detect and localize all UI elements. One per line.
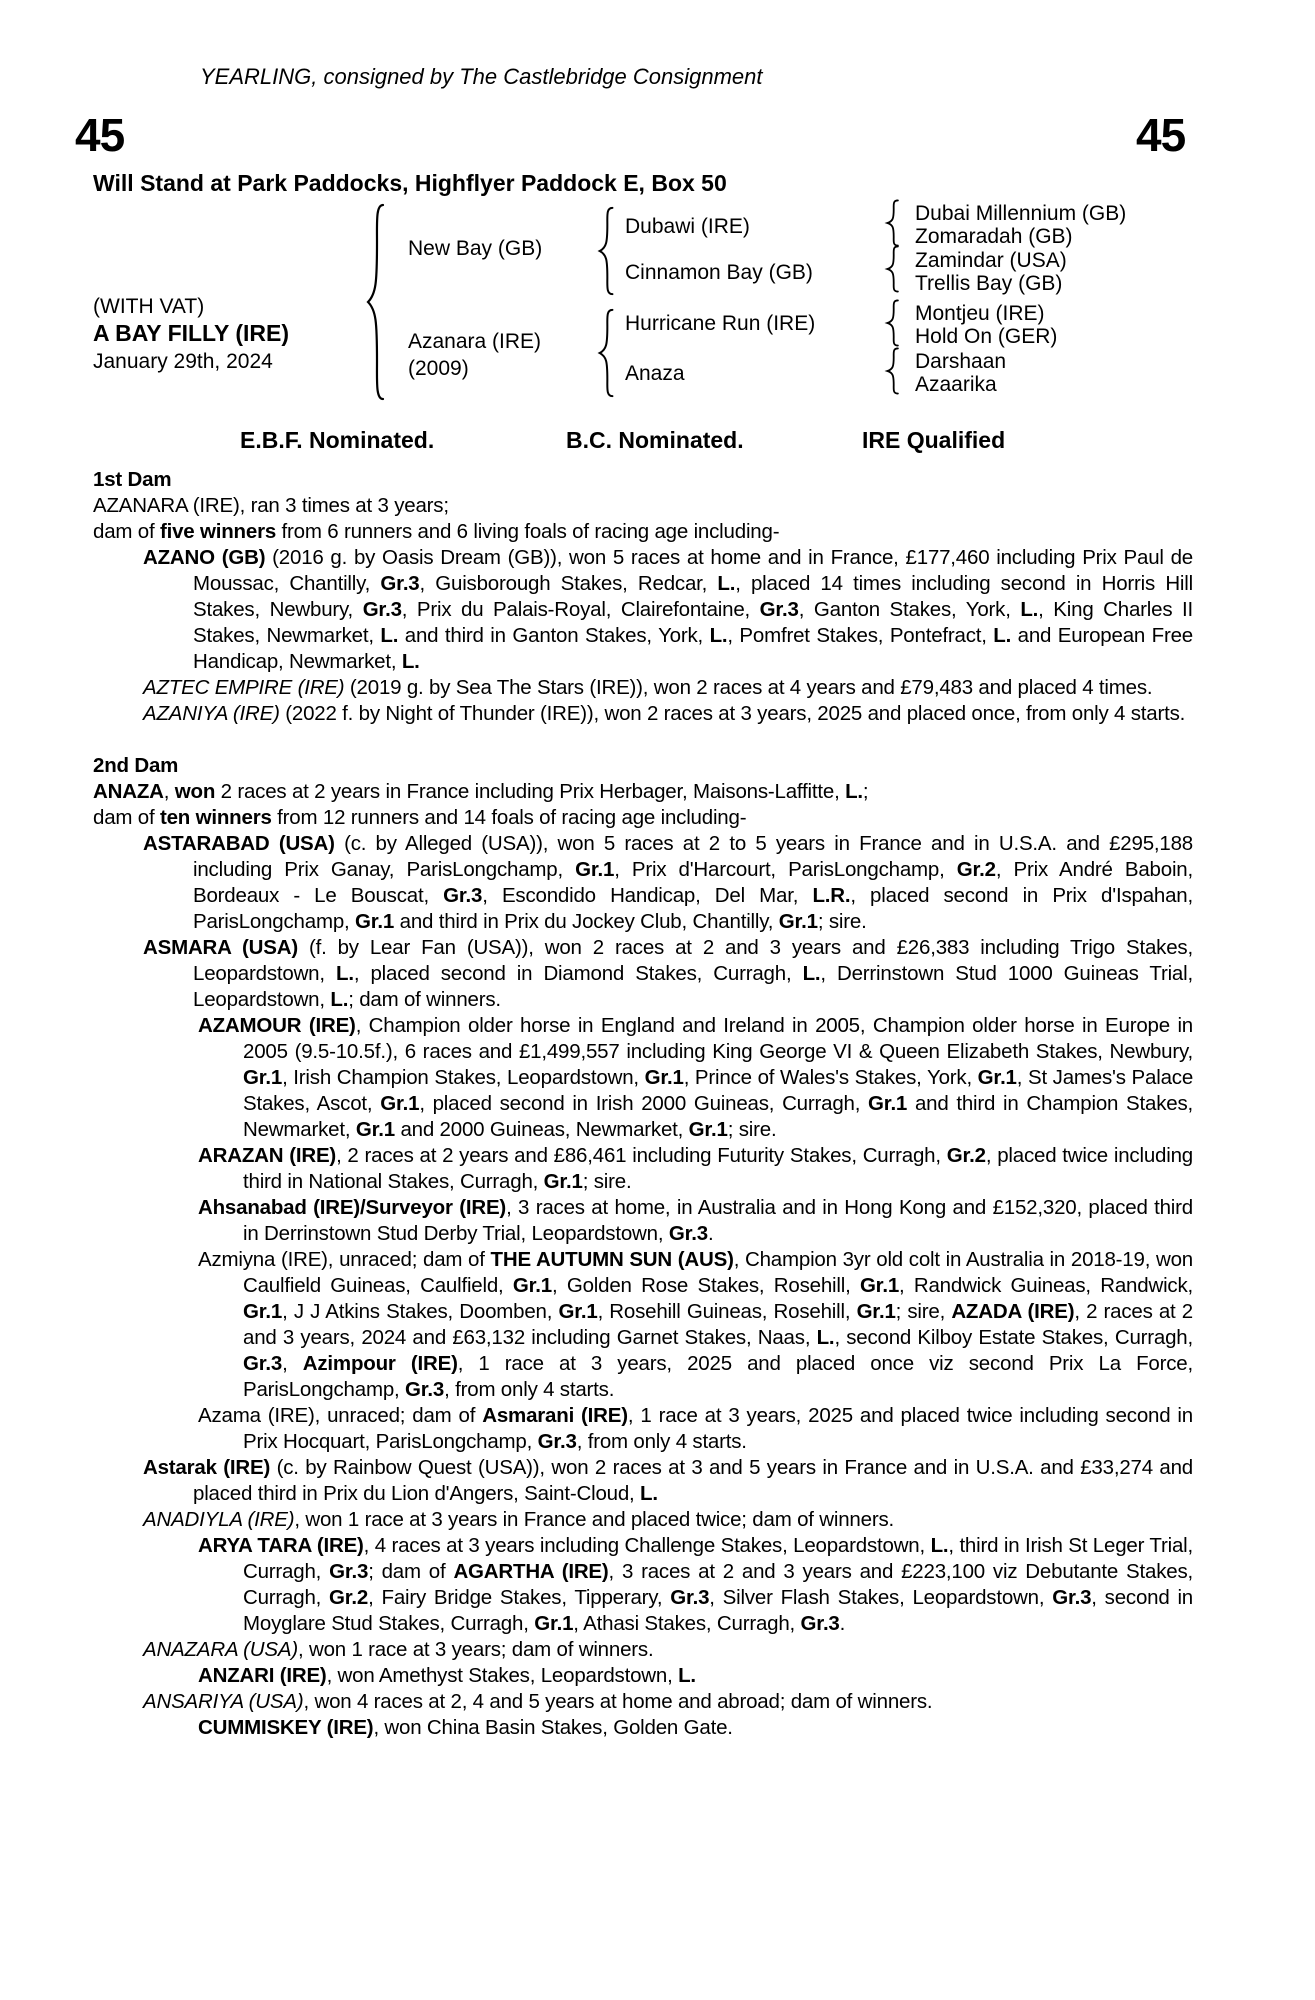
text-segment: , second in Moyglare Stud Stakes, Curragh, (243, 1586, 1193, 1635)
text-segment: Gr.1 (243, 1066, 283, 1089)
text-segment: , 2 races at 2 years and £86,461 including Futurity Stakes, Curragh, (336, 1144, 947, 1167)
dam-entry (93, 675, 1193, 701)
text-segment: , Pomfret Stakes, Pontefract, (727, 624, 994, 647)
text-segment: AZTEC EMPIRE (IRE) (143, 676, 345, 699)
text-segment: (f. by Lear Fan (USA)), won 2 races at 2 and 3 years and £26,383 including Trigo Stakes, Leopardstown, (193, 936, 1193, 985)
text-segment: L. (640, 1482, 658, 1505)
pedigree-grandsire-1: Dubawi (IRE) (625, 215, 750, 238)
nomination-bc: B.C. Nominated. (566, 427, 744, 453)
text-segment: . (839, 1612, 846, 1635)
text-segment: , Guisborough Stakes, Redcar, (419, 572, 718, 595)
dam-entry (93, 1403, 1193, 1455)
text-segment: Ahsanabad (IRE)/Surveyor (IRE) (198, 1196, 507, 1219)
nomination-ire-qualified: IRE Qualified (862, 427, 1006, 453)
dam-entry (93, 519, 1193, 545)
text-segment: , placed twice including third in National Stakes, Curragh, (243, 1144, 1193, 1193)
text-segment: 2 races at 2 years in France including Prix Herbager, Maisons-Laffitte, (215, 780, 846, 803)
text-segment: , Champion 3yr old colt in Australia in 2018-19, won Caulfield Guineas, Caulfield, (243, 1248, 1193, 1297)
text-segment: , Athasi Stakes, Curragh, (573, 1612, 801, 1635)
text-segment: , Escondido Handicap, Del Mar, (482, 884, 813, 907)
text-segment: , 3 races at 2 and 3 years and £223,100 viz Debutante Stakes, Curragh, (243, 1560, 1194, 1609)
text-segment: Gr.1 (868, 1092, 908, 1115)
text-segment: Gr.3 (670, 1586, 710, 1609)
text-segment: . (707, 1222, 714, 1245)
text-segment: , won China Basin Stakes, Golden Gate. (373, 1716, 733, 1739)
dam-entry (93, 1013, 1193, 1143)
text-segment: Gr.3 (537, 1430, 577, 1453)
text-segment: Astarak (IRE) (143, 1456, 271, 1479)
text-segment: Azmiyna (IRE), unraced; dam of (198, 1248, 491, 1271)
pedigree-ggp-2: Zomaradah (GB) (915, 225, 1073, 248)
pedigree-ggp-6: Hold On (GER) (915, 325, 1058, 348)
text-segment: , King Charles II Stakes, Newmarket, (193, 598, 1193, 647)
text-segment: , J J Atkins Stakes, Doomben, (282, 1300, 559, 1323)
pedigree-brace-icon (886, 348, 900, 394)
nomination-ebf: E.B.F. Nominated. (240, 427, 435, 453)
text-segment: , Prince of Wales's Stakes, York, (683, 1066, 978, 1089)
text-segment: Gr.1 (778, 910, 818, 933)
horse-name: A BAY FILLY (IRE) (93, 320, 289, 346)
text-segment: AGARTHA (IRE) (453, 1560, 609, 1583)
dam-entry (93, 1143, 1193, 1195)
text-segment: L. (930, 1534, 949, 1557)
text-segment: Gr.2 (329, 1586, 369, 1609)
stand-location-line: Will Stand at Park Paddocks, Highflyer Paddock E, Box 50 (93, 170, 727, 196)
text-segment: , Silver Flash Stakes, Leopardstown, (709, 1586, 1053, 1609)
dam-entry (93, 1195, 1193, 1247)
text-segment: from 6 runners and 6 living foals of racing age including- (276, 520, 780, 543)
text-segment: L. (336, 962, 354, 985)
text-segment: , won 4 races at 2, 4 and 5 years at home and abroad; dam of winners. (303, 1690, 933, 1713)
text-segment: ; (862, 780, 869, 803)
text-segment: ; sire, (895, 1300, 952, 1323)
pedigree-ggp-1: Dubai Millennium (GB) (915, 202, 1127, 225)
text-segment: five winners (159, 520, 277, 543)
text-segment: , Prix du Palais-Royal, Clairefontaine, (401, 598, 760, 621)
text-segment: Gr.1 (243, 1300, 283, 1323)
text-segment: , 4 races at 3 years including Challenge Stakes, Leopardstown, (363, 1534, 931, 1557)
dam-heading: 1st Dam (93, 468, 172, 491)
text-segment: and third in Champion Stakes, Newmarket, (243, 1092, 1194, 1141)
text-segment: , Golden Rose Stakes, Rosehill, (552, 1274, 860, 1297)
text-segment: , from only 4 starts. (576, 1430, 747, 1453)
text-segment: Gr.3 (1052, 1586, 1092, 1609)
text-segment: Gr.3 (759, 598, 799, 621)
text-segment: , (282, 1352, 303, 1375)
consignor-line: YEARLING, consigned by The Castlebridge Consignment (200, 64, 763, 89)
text-segment: Gr.1 (355, 1118, 395, 1141)
dam-entry (93, 1507, 1193, 1533)
pedigree-grandsire-2: Hurricane Run (IRE) (625, 312, 816, 335)
text-segment: , from only 4 starts. (444, 1378, 615, 1401)
pedigree-brace-icon (366, 203, 386, 401)
text-segment: and third in Ganton Stakes, York, (398, 624, 710, 647)
text-segment: ; dam of (368, 1560, 454, 1583)
text-segment: Gr.1 (575, 858, 615, 881)
pedigree-ggp-5: Montjeu (IRE) (915, 302, 1045, 325)
text-segment: ; sire. (727, 1118, 777, 1141)
text-segment: Gr.3 (329, 1560, 369, 1583)
text-segment: AZANARA (IRE), ran 3 times at 3 years; (93, 494, 449, 517)
text-segment: , placed second in Irish 2000 Guineas, Curragh, (419, 1092, 869, 1115)
text-segment: , St James's Palace Stakes, Ascot, (243, 1066, 1194, 1115)
text-segment: ANAZA (93, 780, 164, 803)
text-segment: L. (816, 1326, 835, 1349)
text-segment: THE AUTUMN SUN (AUS) (490, 1248, 734, 1271)
text-segment: , placed second in Prix d'Ispahan, ParisLongchamp, (193, 884, 1193, 933)
dam-heading: 2nd Dam (93, 754, 179, 777)
text-segment: Gr.2 (956, 858, 996, 881)
text-segment: ten winners (159, 806, 272, 829)
text-segment: , won Amethyst Stakes, Leopardstown, (326, 1664, 679, 1687)
text-segment: Gr.1 (380, 1092, 420, 1115)
lot-number-right: 45 (1136, 109, 1186, 161)
text-segment: , Prix André Baboin, Bordeaux - Le Bouscat, (193, 858, 1194, 907)
text-segment: ; dam of winners. (348, 988, 501, 1011)
text-segment: Gr.1 (856, 1300, 896, 1323)
text-segment: won (174, 780, 216, 803)
text-segment: , placed 14 times including second in Horris Hill Stakes, Newbury, (193, 572, 1193, 621)
text-segment: Gr.1 (558, 1300, 598, 1323)
pedigree-ggp-7: Darshaan (915, 350, 1007, 373)
pedigree-brace-icon (598, 207, 615, 295)
dam-entry (93, 701, 1193, 727)
text-segment: , Fairy Bridge Stakes, Tipperary, (368, 1586, 671, 1609)
text-segment: , won 1 race at 3 years; dam of winners. (297, 1638, 654, 1661)
pedigree-brace-icon (598, 309, 615, 397)
text-segment: dam of (93, 520, 160, 543)
text-segment: (c. by Rainbow Quest (USA)), won 2 races at 3 and 5 years in France and in U.S.A. and £33,274 and placed third in Prix du Lion d'Angers, Saint-Cloud, (193, 1456, 1194, 1505)
text-segment: Gr.1 (859, 1274, 900, 1297)
text-segment: , Irish Champion Stakes, Leopardstown, (282, 1066, 645, 1089)
text-segment: L.R. (812, 884, 851, 907)
pedigree-dam: Azanara (IRE) (408, 330, 542, 353)
dam-entry (93, 1689, 1193, 1715)
text-segment: (2022 f. by Night of Thunder (IRE)), won 2 races at 3 years, 2025 and placed once, from only 4 starts. (279, 702, 1186, 725)
text-segment: AZAMOUR (IRE) (198, 1014, 356, 1037)
text-segment: L. (401, 650, 420, 673)
text-segment: (2019 g. by Sea The Stars (IRE)), won 2 races at 4 years and £79,483 and placed 4 times. (344, 676, 1153, 699)
text-segment: , Randwick Guineas, Randwick, (899, 1274, 1194, 1297)
text-segment: and European Free Handicap, Newmarket, (193, 624, 1193, 673)
text-segment: , Champion older horse in England and Ireland in 2005, Champion older horse in Europe in 2005 (9.5-10.5f.), 6 races and £1,499,557 including King George VI & Queen Elizabeth Stakes, Newbury, (243, 1014, 1193, 1063)
text-segment: , 3 races at home, in Australia and in Hong Kong and £152,320, placed third in Derrinstown Stud Derby Trial, Leopardstown, (243, 1196, 1193, 1245)
text-segment: Gr.3 (443, 884, 483, 907)
text-segment: Gr.3 (405, 1378, 445, 1401)
pedigree-granddam-1: Cinnamon Bay (GB) (625, 261, 813, 284)
dam-entry (93, 1533, 1193, 1637)
foal-date: January 29th, 2024 (93, 350, 273, 373)
text-segment: L. (380, 624, 399, 647)
pedigree-ggp-3: Zamindar (USA) (915, 249, 1067, 272)
text-segment: , 1 race at 3 years, 2025 and placed once viz second Prix La Force, ParisLongchamp, (243, 1352, 1193, 1401)
text-segment: , won 1 race at 3 years in France and placed twice; dam of winners. (294, 1508, 895, 1531)
text-segment: ANZARI (IRE) (198, 1664, 327, 1687)
text-segment: Gr.2 (946, 1144, 986, 1167)
text-segment: , (163, 780, 175, 803)
text-segment: ARAZAN (IRE) (198, 1144, 337, 1167)
dam-entry (93, 779, 1193, 805)
text-segment: ANAZARA (USA) (143, 1638, 298, 1661)
pedigree-brace-icon (886, 300, 900, 346)
text-segment: L. (845, 780, 863, 803)
dam-entry (93, 1247, 1193, 1403)
lot-number-left: 45 (75, 109, 125, 161)
dam-entry (93, 805, 1193, 831)
dam-entry (93, 545, 1193, 675)
text-segment: dam of (93, 806, 160, 829)
text-segment: Gr.1 (512, 1274, 552, 1297)
text-segment: Gr.3 (362, 598, 402, 621)
text-segment: ANSARIYA (USA) (143, 1690, 304, 1713)
pedigree-brace-icon (886, 246, 900, 292)
text-segment: Gr.3 (800, 1612, 840, 1635)
text-segment: , Ganton Stakes, York, (798, 598, 1021, 621)
text-segment: Azimpour (IRE) (302, 1352, 458, 1375)
pedigree-ggp-8: Azaarika (915, 373, 997, 396)
text-segment: , 1 race at 3 years, 2025 and placed twice including second in Prix Hocquart, ParisLongchamp, (243, 1404, 1193, 1453)
text-segment: , placed second in Diamond Stakes, Curragh, (353, 962, 803, 985)
text-segment: , third in Irish St Leger Trial, Curragh, (243, 1534, 1193, 1583)
text-segment: ASTARABAD (USA) (143, 832, 335, 855)
text-segment: , Derrinstown Stud 1000 Guineas Trial, Leopardstown, (193, 962, 1193, 1011)
text-segment: , Rosehill Guineas, Rosehill, (597, 1300, 857, 1323)
text-segment: Gr.1 (977, 1066, 1017, 1089)
text-segment: ARYA TARA (IRE) (198, 1534, 364, 1557)
dam-sections (93, 467, 1193, 1741)
dam-entry (93, 1663, 1193, 1689)
text-segment: and third in Prix du Jockey Club, Chantilly, (394, 910, 779, 933)
text-segment: L. (678, 1664, 696, 1687)
text-segment: and 2000 Guineas, Newmarket, (394, 1118, 689, 1141)
text-segment: L. (1020, 598, 1039, 621)
text-segment: (2016 g. by Oasis Dream (GB)), won 5 races at home and in France, £177,460 including Prix Paul de Moussac, Chantilly, (193, 546, 1193, 595)
text-segment: Gr.1 (543, 1170, 583, 1193)
text-segment: , Prix d'Harcourt, ParisLongchamp, (614, 858, 957, 881)
dam-entry (93, 1715, 1193, 1741)
text-segment: AZANO (GB) (143, 546, 266, 569)
pedigree-granddam-2: Anaza (625, 362, 685, 385)
text-segment: CUMMISKEY (IRE) (198, 1716, 374, 1739)
text-segment: Asmarani (IRE) (482, 1404, 628, 1427)
text-segment: Azama (IRE), unraced; dam of (198, 1404, 483, 1427)
text-segment: AZADA (IRE) (951, 1300, 1075, 1323)
text-segment: Gr.1 (534, 1612, 574, 1635)
pedigree-dam-year: (2009) (408, 357, 469, 380)
text-segment: Gr.1 (355, 910, 395, 933)
text-segment: L. (802, 962, 821, 985)
text-segment: L. (717, 572, 736, 595)
pedigree-brace-icon (886, 200, 900, 246)
dam-entry (93, 1455, 1193, 1507)
text-segment: from 12 runners and 14 foals of racing age including- (271, 806, 747, 829)
pedigree-ggp-4: Trellis Bay (GB) (915, 272, 1063, 295)
dam-entry (93, 1637, 1193, 1663)
text-segment: L. (330, 988, 349, 1011)
dam-entry (93, 831, 1193, 935)
text-segment: Gr.3 (668, 1222, 708, 1245)
text-segment: ; sire. (817, 910, 867, 933)
text-segment: ANADIYLA (IRE) (143, 1508, 295, 1531)
text-segment: L. (709, 624, 728, 647)
text-segment: , second Kilboy Estate Stakes, Curragh, (834, 1326, 1193, 1349)
vat-note: (WITH VAT) (93, 295, 205, 318)
text-segment: Gr.3 (380, 572, 420, 595)
text-segment: Gr.3 (243, 1352, 283, 1375)
text-segment: Gr.1 (644, 1066, 684, 1089)
text-segment: ; sire. (582, 1170, 632, 1193)
text-segment: (c. by Alleged (USA)), won 5 races at 2 to 5 years in France and in U.S.A. and £295,188 including Prix Ganay, ParisLongchamp, (193, 832, 1194, 881)
text-segment: Gr.1 (688, 1118, 728, 1141)
text-segment: , 2 races at 2 and 3 years, 2024 and £63,132 including Garnet Stakes, Naas, (243, 1300, 1193, 1349)
text-segment: AZANIYA (IRE) (143, 702, 280, 725)
dam-entry (93, 493, 1193, 519)
text-segment: ASMARA (USA) (143, 936, 298, 959)
dam-entry (93, 935, 1193, 1013)
pedigree-sire: New Bay (GB) (408, 237, 543, 260)
text-segment: L. (993, 624, 1012, 647)
